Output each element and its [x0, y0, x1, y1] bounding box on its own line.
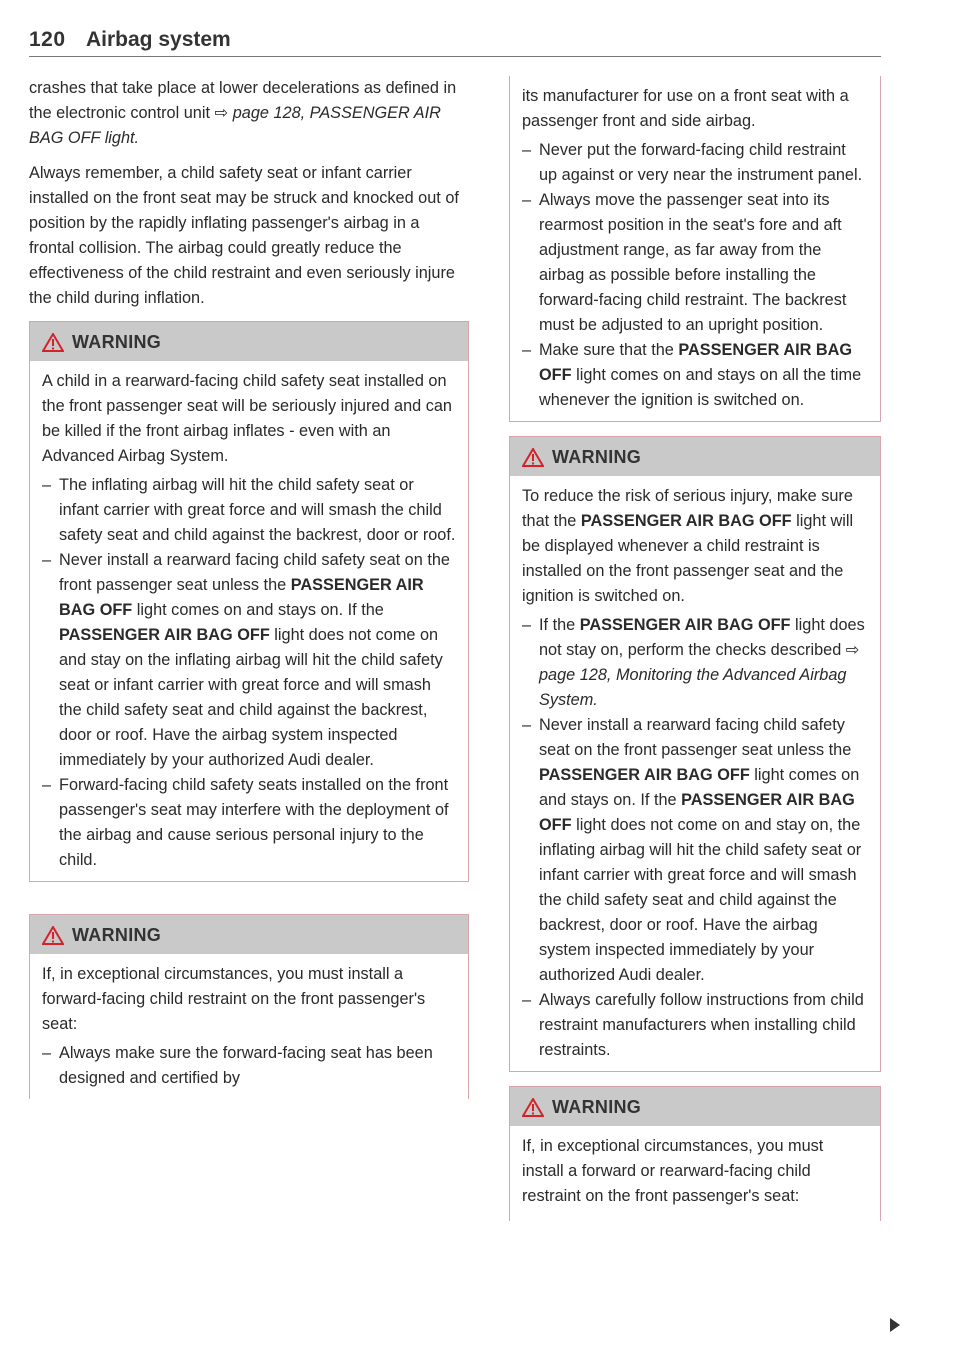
- list-item: – Always make sure the forward-facing seat has been designed and certified by: [42, 1041, 456, 1091]
- warning-list: [522, 613, 868, 1063]
- warning-body: [510, 1126, 880, 1221]
- cross-reference-link[interactable]: ⇨ page 128, Monitoring the Advanced Airbag System.: [539, 641, 860, 709]
- warning-box: [509, 1086, 881, 1221]
- left-column: [29, 76, 469, 1099]
- list-item: – Never install a rearward facing child safety seat on the front passenger seat unless the PASSENGER AIR BAG OFF light comes on and stays on. If the PASSENGER AIR BAG OFF light does not come on and stay on, the inflating airbag will hit the child safety seat or infant carrier with great force and will smash the child safety seat and child against the backrest, door or roof. Have the airbag system inspected immediately by your authorized Audi dealer.: [522, 713, 868, 988]
- warning-header: [30, 322, 468, 361]
- warning-label: WARNING: [72, 332, 162, 352]
- warning-header: [30, 915, 468, 954]
- warning-body: [30, 361, 468, 881]
- warning-label: WARNING: [552, 447, 642, 467]
- warning-box: [509, 436, 881, 1072]
- warning-list: [42, 1041, 456, 1091]
- page-header: [29, 22, 881, 57]
- list-item: – Make sure that the PASSENGER AIR BAG OFF light comes on and stays on all the time whenever the ignition is switched on.: [522, 338, 868, 413]
- warning-box: [29, 914, 469, 1099]
- warning-header: [510, 437, 880, 476]
- list-item: – Always carefully follow instructions from child restraint manufacturers when installing child restraints.: [522, 988, 868, 1063]
- warning-list: [42, 473, 456, 873]
- warning-triangle-icon: [42, 333, 64, 352]
- warning-body: [510, 76, 880, 421]
- warning-body: [30, 954, 468, 1099]
- continue-arrow-icon: [890, 1318, 900, 1332]
- warning-triangle-icon: [522, 448, 544, 467]
- warning-body: [510, 476, 880, 1071]
- warning-intro: If, in exceptional circumstances, you must install a forward-facing child restraint on the front passenger's seat:: [42, 965, 426, 1033]
- body-paragraph: Always remember, a child safety seat or infant carrier installed on the front seat may be struck and knocked out of position by the rapidly inflating passenger's airbag in a frontal collision. The airbag could greatly reduce the effectiveness of the child restraint and even seriously injure the child during inflation.: [29, 164, 459, 307]
- list-item: – Never install a rearward facing child safety seat on the front passenger seat unless the PASSENGER AIR BAG OFF light comes on and stays on. If the PASSENGER AIR BAG OFF light does not come on and stay on the inflating airbag will hit the child safety seat or infant carrier with great force and will smash the child safety seat and child against the backrest, door or roof. Have the airbag system inspected immediately by your authorized Audi dealer.: [42, 548, 456, 773]
- warning-continuation-box: [509, 76, 881, 422]
- list-item: – Forward-facing child safety seats installed on the front passenger's seat may interfere with the deployment of the airbag and cause serious personal injury to the child.: [42, 773, 456, 873]
- right-column: [509, 76, 881, 1221]
- warning-box: [29, 321, 469, 882]
- list-item: – Always move the passenger seat into its rearmost position in the seat's fore and aft adjustment range, as far away from the airbag as possible before installing the forward-facing child restraint. The backrest must be adjusted to an upright position.: [522, 188, 868, 338]
- cross-reference-link[interactable]: ⇨ page 128, PASSENGER AIR BAG OFF light.: [29, 104, 441, 147]
- warning-label: WARNING: [552, 1097, 642, 1117]
- page-number: 120: [29, 28, 66, 51]
- warning-intro: To reduce the risk of serious injury, make sure that the PASSENGER AIR BAG OFF light will be displayed whenever a child restraint is installed on the front passenger seat and the ignition is switched on.: [522, 487, 854, 605]
- warning-triangle-icon: [42, 926, 64, 945]
- section-title: Airbag system: [86, 28, 231, 51]
- warning-intro: A child in a rearward-facing child safety seat installed on the front passenger seat will be seriously injured and can be killed if the front airbag inflates - even with an Advanced Airbag System.: [42, 372, 452, 465]
- list-item: – If the PASSENGER AIR BAG OFF light does not stay on, perform the checks described ⇨ page 128, Monitoring the Advanced Airbag System.: [522, 613, 868, 713]
- intro-paragraph: crashes that take place at lower decelerations as defined in the electronic control unit ⇨ page 128, PASSENGER AIR BAG OFF light.: [29, 79, 457, 147]
- continued-text: its manufacturer for use on a front seat with a passenger front and side airbag.: [522, 87, 849, 130]
- warning-intro: If, in exceptional circumstances, you must install a forward or rearward-facing child restraint on the front passenger's seat:: [522, 1137, 824, 1205]
- list-item: – Never put the forward-facing child restraint up against or very near the instrument panel.: [522, 138, 868, 188]
- warning-list: [522, 138, 868, 413]
- warning-header: [510, 1087, 880, 1126]
- warning-label: WARNING: [72, 925, 162, 945]
- list-item: – The inflating airbag will hit the child safety seat or infant carrier with great force and will smash the child safety seat and child against the backrest, door or roof.: [42, 473, 456, 548]
- warning-triangle-icon: [522, 1098, 544, 1117]
